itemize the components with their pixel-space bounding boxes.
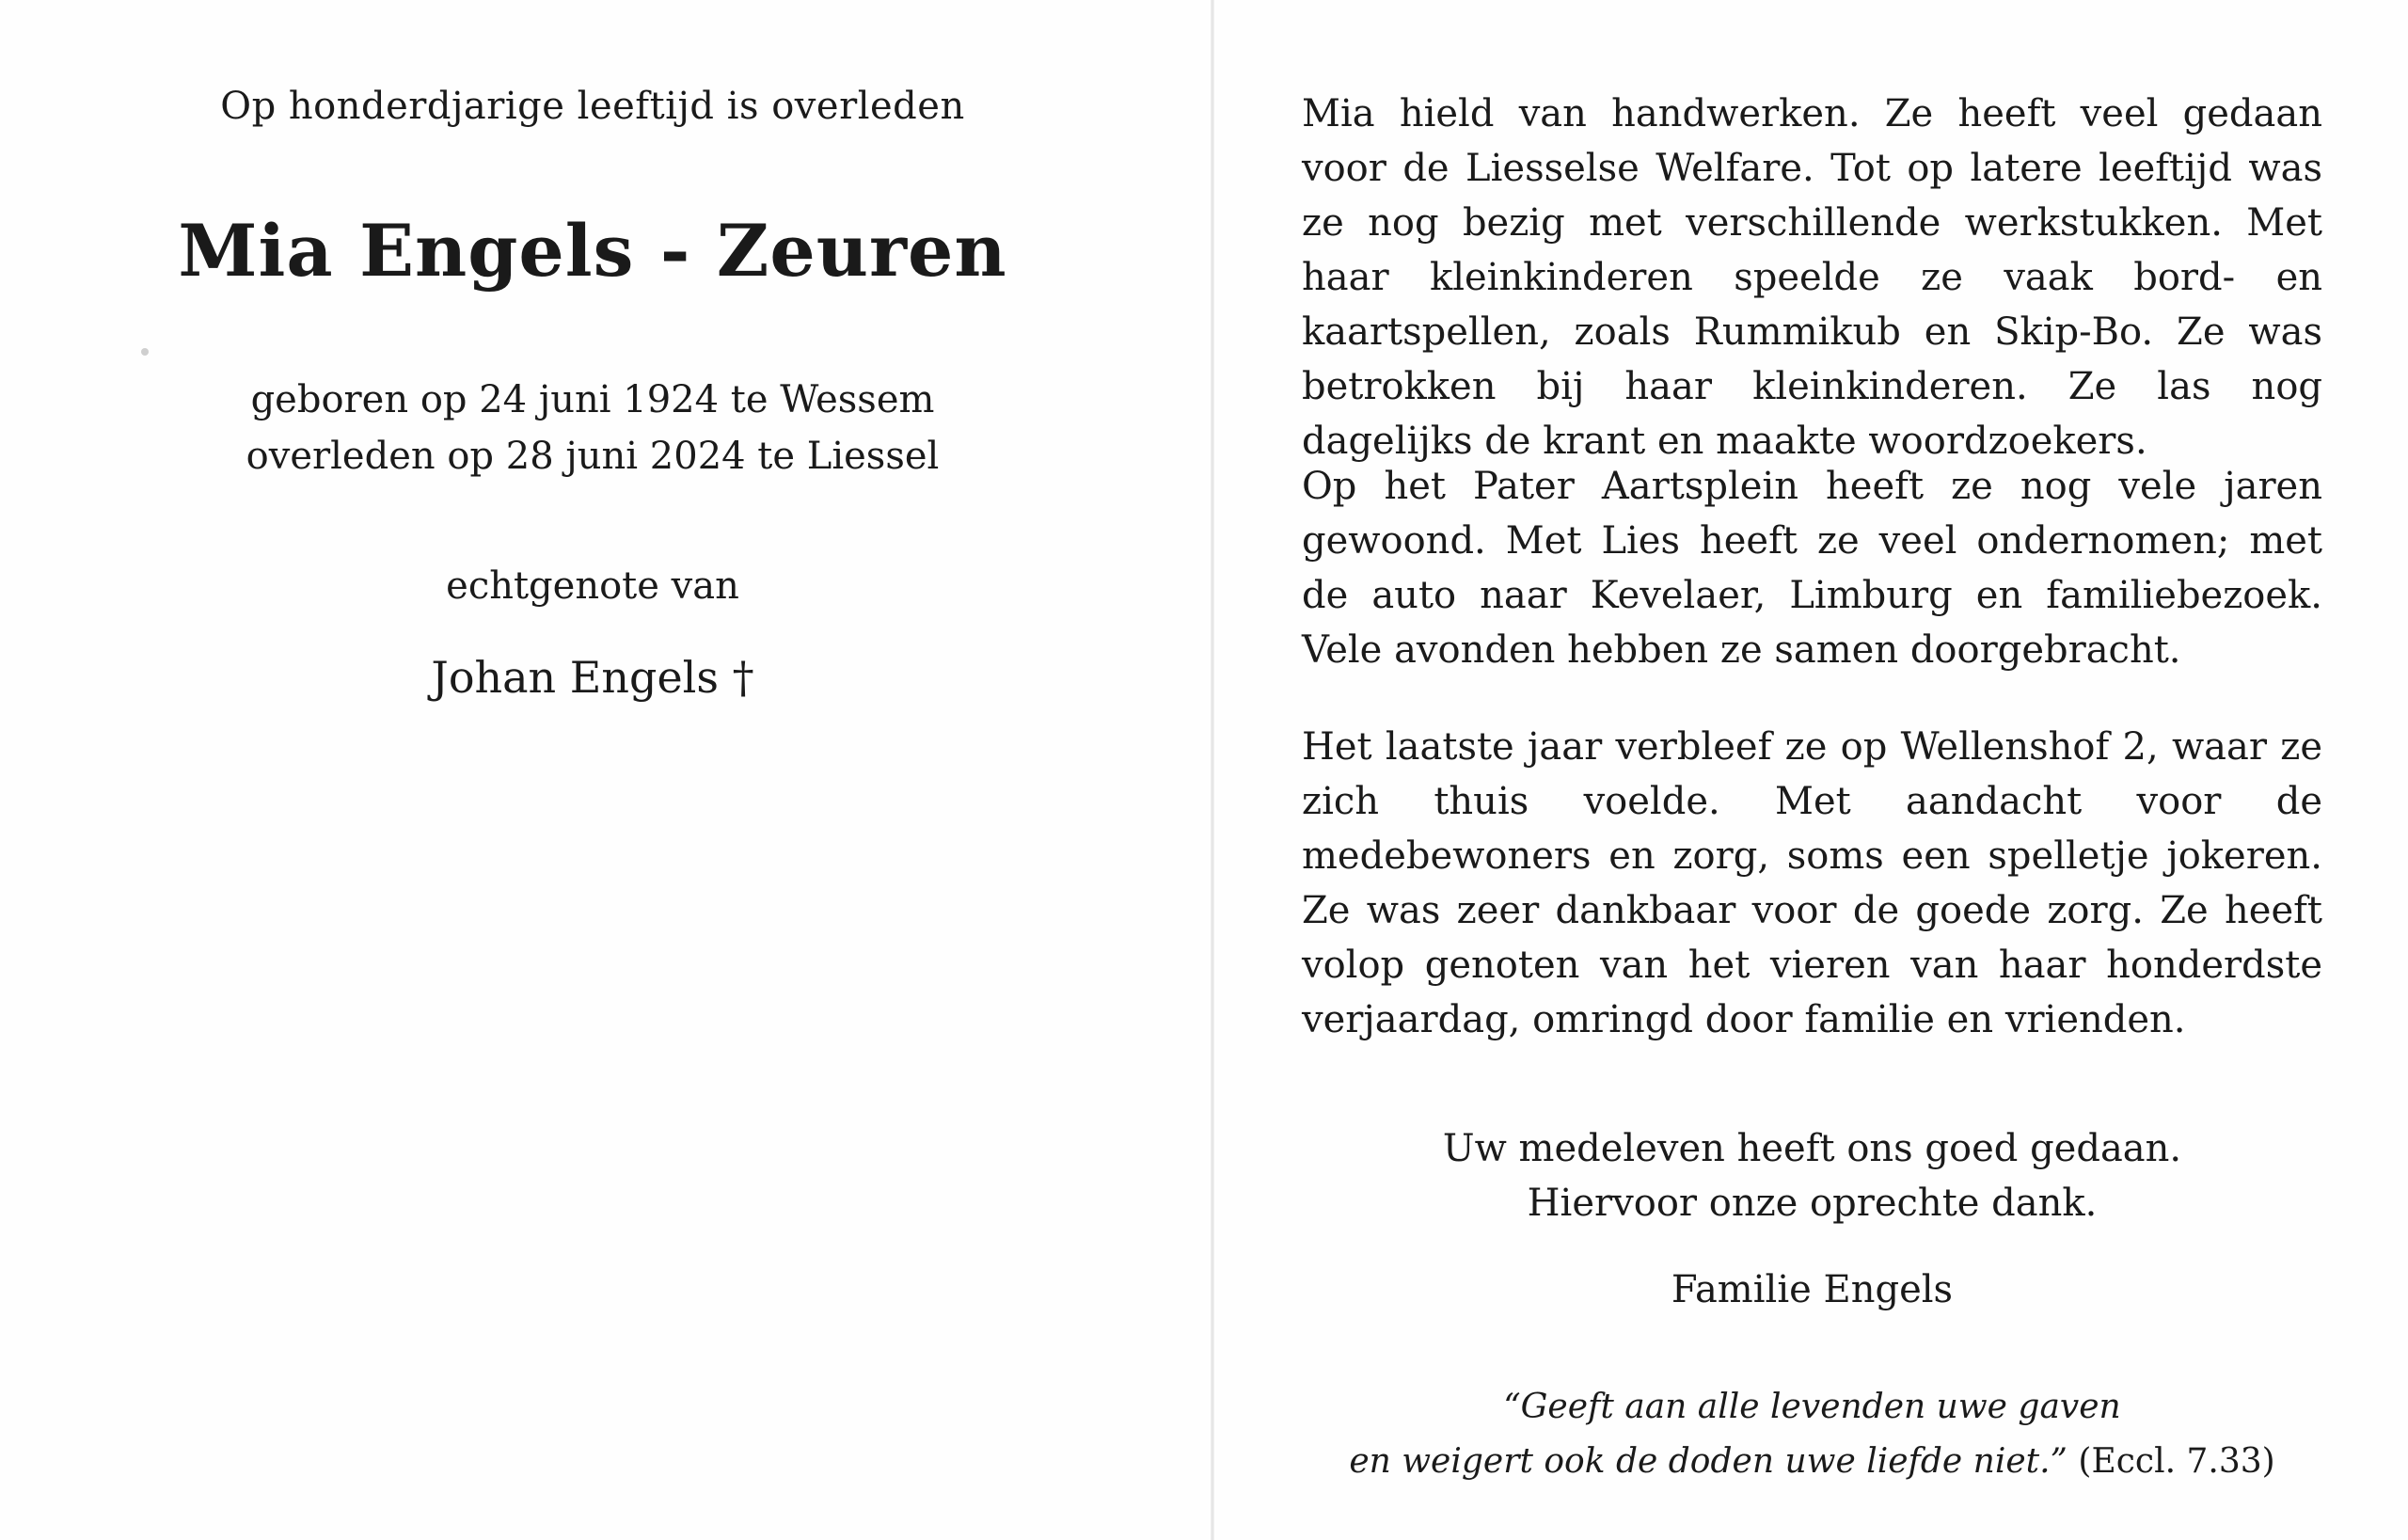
death-line: overleden op 28 juni 2024 te Liessel — [246, 435, 940, 478]
spouse-name: Johan Engels † — [431, 652, 754, 703]
thanks-block — [1302, 1121, 2322, 1230]
scripture-quote — [1302, 1380, 2322, 1489]
intro-text: Op honderdjarige leeftijd is overleden — [220, 85, 965, 128]
quote-line: “Geeft aan alle levenden uwe gaven — [1503, 1388, 2121, 1426]
deceased-name: Mia Engels - Zeuren — [178, 209, 1007, 293]
story-paragraph: Mia hield van handwerken. Ze heeft veel gedaan voor de Liesselse Welfare. Tot op latere leeftijd was ze nog bezig met verschillende werkstukken. Met haar kleinkinderen speelde ze vaak bord- en kaartspellen, zoals Rummikub en Skip-Bo. Ze was betrokken bij haar kleinkinderen. Ze las nog dagelijks de krant en maakte woordzoekers. — [1302, 92, 2322, 463]
birth-line: geboren op 24 juni 1924 te Wessem — [250, 378, 935, 421]
right-panel — [1214, 0, 2408, 1540]
spouse-label: echtgenote van — [446, 564, 739, 608]
story-paragraph: Het laatste jaar verbleef ze op Wellenshof 2, waar ze zich thuis voelde. Met aandacht voor de medebewoners en zorg, soms een spelletje jokeren. Ze was zeer dankbaar voor de goede zorg. Ze heeft volop genoten van het vieren van haar honderdste verjaardag, omringd door familie en vrienden. — [1302, 725, 2322, 1041]
family-signature: Familie Engels — [1671, 1268, 1954, 1311]
quote-line: en weigert ook de doden uwe liefde niet.” — [1349, 1442, 2067, 1481]
paper-speck — [141, 348, 149, 356]
thanks-line: Hiervoor onze oprechte dank. — [1527, 1182, 2098, 1225]
thanks-line: Uw medeleven heeft ons goed gedaan. — [1442, 1127, 2182, 1170]
story-paragraph: Op het Pater Aartsplein heeft ze nog vele jaren gewoond. Met Lies heeft ze veel ondernomen; met de auto naar Kevelaer, Limburg en familiebezoek. Vele avonden hebben ze samen doorgebracht. — [1302, 465, 2322, 672]
quote-reference: (Eccl. 7.33) — [2078, 1442, 2275, 1481]
